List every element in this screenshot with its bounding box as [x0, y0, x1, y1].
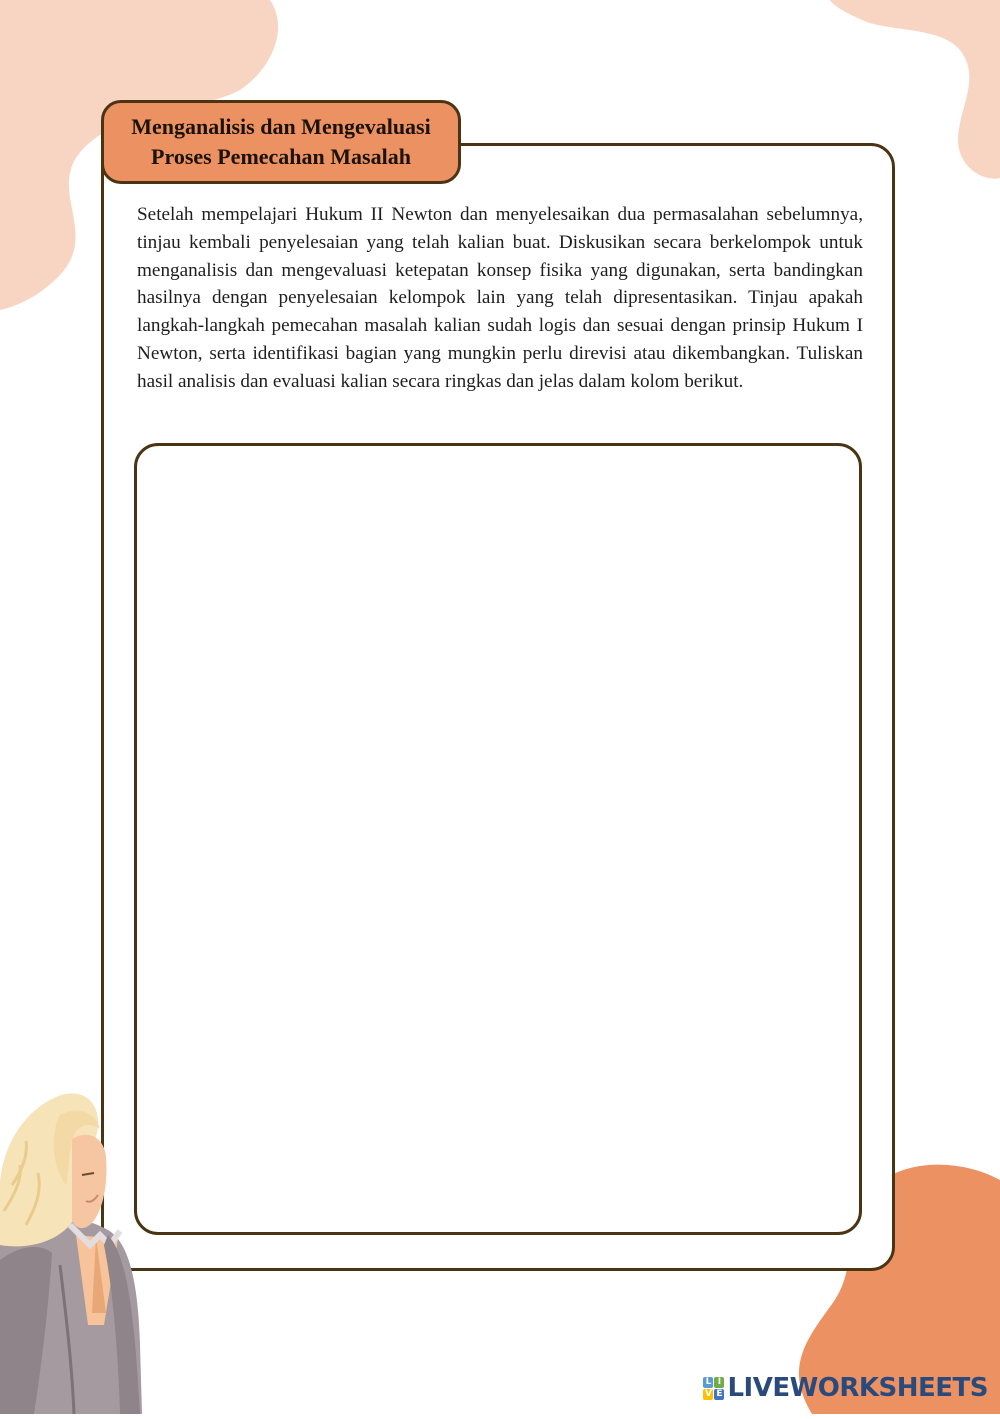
- section-title-line1: Menganalisis dan Mengevaluasi: [131, 114, 431, 139]
- logo-letter-l: L: [703, 1377, 713, 1388]
- answer-text-box[interactable]: [134, 443, 862, 1235]
- logo-letter-e: E: [716, 1388, 723, 1399]
- liveworksheets-logo-icon: [703, 1377, 724, 1400]
- isaac-newton-illustration: [0, 1085, 170, 1419]
- logo-letter-v: V: [704, 1388, 712, 1399]
- instruction-paragraph: Setelah mempelajari Hukum II Newton dan menyelesaikan dua permasalahan sebelumnya, tinjau kembali penyelesaian yang telah kalian buat. Diskusikan secara berkelompok untuk menganalisis dan mengevaluasi ketepatan konsep fisika yang digunakan, serta bandingkan hasilnya dengan penyelesaian kelompok lain yang telah dipresentasikan. Tinjau apakah langkah-langkah pemecahan masalah kalian sudah logis dan sesuai dengan prinsip Hukum I Newton, serta identifikasi bagian yang mungkin perlu direvisi atau dikembangkan. Tuliskan hasil analisis dan evaluasi kalian secara ringkas dan jelas dalam kolom berikut.: [137, 204, 863, 392]
- section-title-tab: [101, 100, 461, 184]
- liveworksheets-wordmark: LIVEWORKSHEETS: [727, 1373, 988, 1403]
- liveworksheets-branding: [703, 1371, 988, 1405]
- section-title-line2: Proses Pemecahan Masalah: [151, 144, 411, 169]
- logo-letter-i: I: [714, 1377, 724, 1388]
